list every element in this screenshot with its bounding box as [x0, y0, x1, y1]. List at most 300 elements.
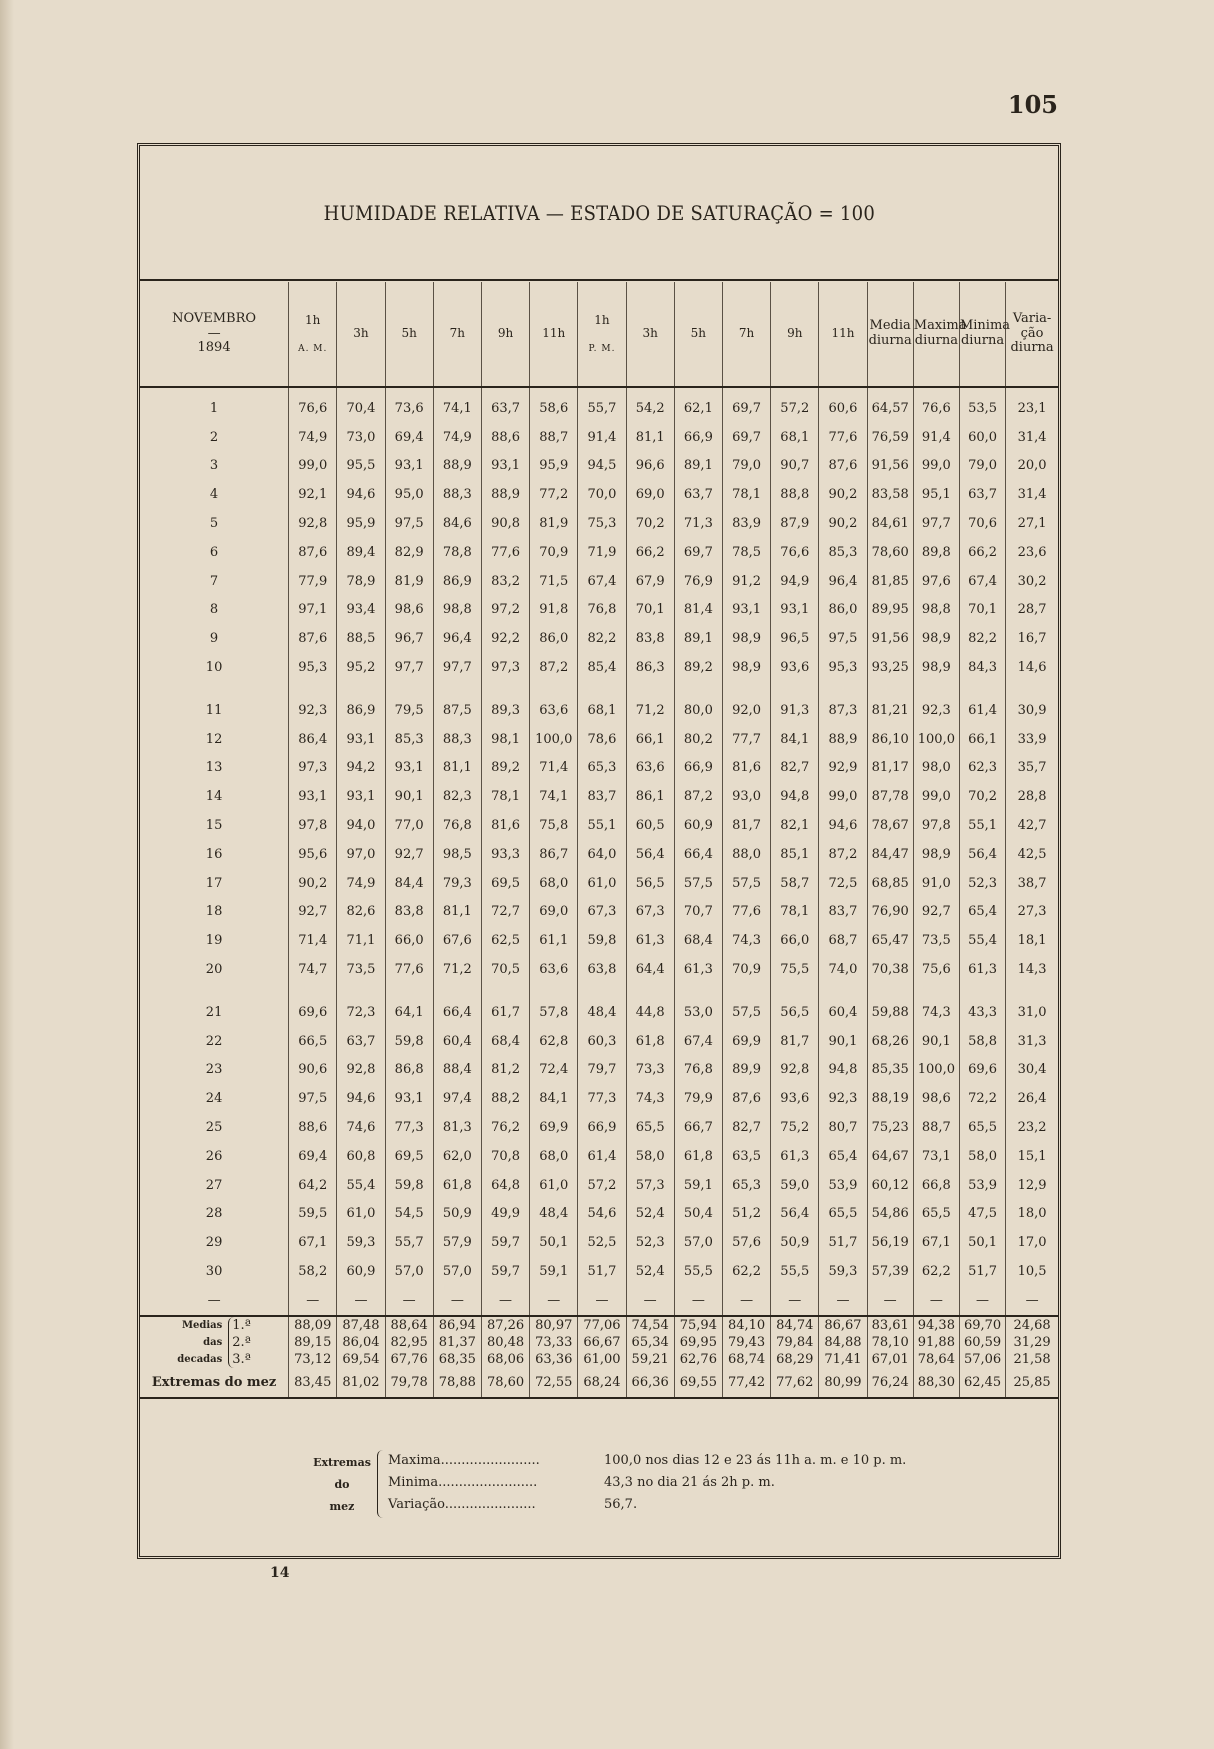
value-cell: 67,4: [959, 567, 1005, 596]
value-cell: 92,8: [289, 509, 337, 538]
value-cell: 31,4: [1006, 480, 1058, 509]
table-body: [140, 387, 1058, 1398]
dash-cell: —: [626, 1286, 674, 1316]
value-cell: 97,5: [819, 624, 867, 653]
value-cell: 64,67: [867, 1142, 913, 1171]
dash-cell: —: [207, 1292, 221, 1308]
value-cell: 30,4: [1006, 1056, 1058, 1085]
day-cell: 9: [209, 631, 219, 647]
decade-means-label: Medias das decadas 1.ª 2.ª 3.ª: [140, 1316, 289, 1368]
extreme-cell: 76,24: [867, 1368, 913, 1398]
table-row: [140, 754, 1058, 783]
value-cell: 50,1: [530, 1228, 578, 1257]
value-cell: 61,8: [626, 1027, 674, 1056]
value-cell: 96,5: [771, 624, 819, 653]
value-cell: 65,4: [819, 1142, 867, 1171]
value-cell: 71,2: [626, 682, 674, 725]
value-cell: 95,3: [819, 653, 867, 682]
day-cell: 13: [205, 760, 223, 776]
value-cell: 97,1: [289, 596, 337, 625]
value-cell: 91,2: [722, 567, 770, 596]
value-cell: 87,6: [289, 624, 337, 653]
value-cell: 79,9: [674, 1084, 722, 1113]
extreme-cell: 88,30: [913, 1368, 959, 1398]
value-cell: 97,8: [289, 811, 337, 840]
table-row: [140, 387, 1058, 423]
value-cell: 61,0: [337, 1200, 385, 1229]
value-cell: 59,8: [578, 926, 626, 955]
value-cell: 60,3: [578, 1027, 626, 1056]
decade-mean-cell: 88,09 89,15 73,12: [289, 1316, 337, 1368]
value-cell: 64,2: [289, 1171, 337, 1200]
value-cell: 78,60: [867, 538, 913, 567]
value-cell: 74,9: [433, 423, 481, 452]
month-label: NOVEMBRO: [172, 310, 257, 326]
value-cell: 63,6: [626, 754, 674, 783]
value-cell: 48,4: [578, 984, 626, 1027]
day-cell: 10: [205, 660, 223, 676]
value-cell: 81,6: [481, 811, 529, 840]
value-cell: 61,0: [530, 1171, 578, 1200]
value-cell: 88,19: [867, 1084, 913, 1113]
value-cell: 94,8: [771, 782, 819, 811]
value-cell: 50,9: [771, 1228, 819, 1257]
day-cell: 12: [205, 731, 223, 747]
value-cell: 62,2: [913, 1257, 959, 1286]
value-cell: 52,3: [626, 1228, 674, 1257]
value-cell: 99,0: [819, 782, 867, 811]
value-cell: 72,3: [337, 984, 385, 1027]
value-cell: 94,2: [337, 754, 385, 783]
value-cell: 97,3: [289, 754, 337, 783]
hour-header: 3h: [626, 282, 674, 387]
value-cell: 96,4: [433, 624, 481, 653]
value-cell: 93,1: [337, 725, 385, 754]
value-cell: 81,9: [530, 509, 578, 538]
value-cell: 77,6: [819, 423, 867, 452]
value-cell: 69,6: [289, 984, 337, 1027]
value-cell: 65,5: [626, 1113, 674, 1142]
value-cell: 59,88: [867, 984, 913, 1027]
dash-cell: —: [433, 1286, 481, 1316]
value-cell: 70,6: [959, 509, 1005, 538]
dash-cell: —: [913, 1286, 959, 1316]
value-cell: 74,0: [819, 955, 867, 984]
value-cell: 77,2: [530, 480, 578, 509]
value-cell: 88,3: [433, 480, 481, 509]
value-cell: 93,1: [385, 754, 433, 783]
extreme-cell: 81,02: [337, 1368, 385, 1398]
value-cell: 31,4: [1006, 423, 1058, 452]
value-cell: 49,9: [481, 1200, 529, 1229]
value-cell: 59,1: [674, 1171, 722, 1200]
value-cell: 88,7: [913, 1113, 959, 1142]
value-cell: 58,8: [959, 1027, 1005, 1056]
value-cell: 87,5: [433, 682, 481, 725]
value-cell: 88,0: [722, 840, 770, 869]
value-cell: 92,1: [289, 480, 337, 509]
value-cell: 54,5: [385, 1200, 433, 1229]
value-cell: 57,5: [674, 869, 722, 898]
decade-means-row: [140, 1316, 1058, 1368]
value-cell: 94,9: [771, 567, 819, 596]
value-cell: 54,2: [626, 387, 674, 423]
value-cell: 98,6: [913, 1084, 959, 1113]
day-cell: 11: [205, 702, 223, 718]
day-cell: 14: [205, 789, 223, 805]
value-cell: 92,3: [913, 682, 959, 725]
variacao-diurna-header: Varia-ção diurna: [1006, 282, 1058, 387]
value-cell: 70,2: [959, 782, 1005, 811]
value-cell: 63,8: [578, 955, 626, 984]
day-cell: 18: [205, 904, 223, 920]
year-label: 1894: [197, 340, 231, 356]
value-cell: 97,4: [433, 1084, 481, 1113]
value-cell: 87,2: [819, 840, 867, 869]
value-cell: 28,7: [1006, 596, 1058, 625]
value-cell: 89,4: [337, 538, 385, 567]
value-cell: 59,7: [481, 1228, 529, 1257]
page-title: HUMIDADE RELATIVA — ESTADO DE SATURAÇÃO = 100: [323, 200, 875, 225]
value-cell: 71,4: [530, 754, 578, 783]
day-cell: 7: [209, 573, 219, 589]
table-row: [140, 567, 1058, 596]
value-cell: 74,9: [289, 423, 337, 452]
value-cell: 93,1: [289, 782, 337, 811]
value-cell: 60,12: [867, 1171, 913, 1200]
value-cell: 73,1: [913, 1142, 959, 1171]
value-cell: 95,6: [289, 840, 337, 869]
hour-header: 3h: [337, 282, 385, 387]
value-cell: 65,3: [578, 754, 626, 783]
decade-mean-cell: 24,68 31,29 21,58: [1006, 1316, 1058, 1368]
value-cell: 83,2: [481, 567, 529, 596]
value-cell: 71,3: [674, 509, 722, 538]
value-cell: 87,6: [722, 1084, 770, 1113]
value-cell: 60,5: [626, 811, 674, 840]
page-edge-shadow: [0, 0, 14, 1749]
value-cell: 93,25: [867, 653, 913, 682]
value-cell: 77,6: [722, 898, 770, 927]
value-cell: 87,9: [771, 509, 819, 538]
value-cell: 35,7: [1006, 754, 1058, 783]
value-cell: 84,3: [959, 653, 1005, 682]
page-number: 105: [1007, 90, 1058, 119]
value-cell: 38,7: [1006, 869, 1058, 898]
value-cell: 100,0: [913, 1056, 959, 1085]
value-cell: 79,0: [959, 452, 1005, 481]
value-cell: 70,9: [530, 538, 578, 567]
value-cell: 61,3: [771, 1142, 819, 1171]
value-cell: 97,7: [913, 509, 959, 538]
extreme-cell: 69,55: [674, 1368, 722, 1398]
value-cell: 98,9: [913, 624, 959, 653]
value-cell: 74,3: [626, 1084, 674, 1113]
value-cell: 67,1: [913, 1228, 959, 1257]
day-cell: 23: [205, 1062, 223, 1078]
table-row: [140, 1084, 1058, 1113]
value-cell: 71,5: [530, 567, 578, 596]
value-cell: 53,0: [674, 984, 722, 1027]
value-cell: 63,7: [337, 1027, 385, 1056]
table-row: [140, 1056, 1058, 1085]
value-cell: 90,1: [913, 1027, 959, 1056]
value-cell: 97,5: [289, 1084, 337, 1113]
value-cell: 91,56: [867, 452, 913, 481]
value-cell: 79,3: [433, 869, 481, 898]
am-label: A. M.: [298, 343, 328, 354]
value-cell: 68,1: [578, 682, 626, 725]
value-cell: 57,9: [433, 1228, 481, 1257]
value-cell: 55,1: [578, 811, 626, 840]
maxima-diurna-header: Maxima diurna: [913, 282, 959, 387]
value-cell: 57,5: [722, 984, 770, 1027]
value-cell: 59,3: [819, 1257, 867, 1286]
value-cell: 53,9: [819, 1171, 867, 1200]
value-cell: 84,47: [867, 840, 913, 869]
value-cell: 51,7: [959, 1257, 1005, 1286]
value-cell: 98,9: [722, 653, 770, 682]
extreme-cell: 68,24: [578, 1368, 626, 1398]
value-cell: 73,6: [385, 387, 433, 423]
value-cell: 69,4: [385, 423, 433, 452]
table-row: [140, 782, 1058, 811]
value-cell: 31,3: [1006, 1027, 1058, 1056]
decade-mean-cell: 77,06 66,67 61,00: [578, 1316, 626, 1368]
value-cell: 67,1: [289, 1228, 337, 1257]
value-cell: 76,59: [867, 423, 913, 452]
value-cell: 60,6: [819, 387, 867, 423]
value-cell: 58,6: [530, 387, 578, 423]
value-cell: 89,8: [913, 538, 959, 567]
value-cell: 84,1: [530, 1084, 578, 1113]
day-cell: 6: [209, 544, 219, 560]
value-cell: 78,1: [722, 480, 770, 509]
extreme-cell: 78,88: [433, 1368, 481, 1398]
value-cell: 15,1: [1006, 1142, 1058, 1171]
value-cell: 60,9: [674, 811, 722, 840]
value-cell: 72,7: [481, 898, 529, 927]
value-cell: 63,5: [722, 1142, 770, 1171]
decade-mean-cell: 69,70 60,59 57,06: [959, 1316, 1005, 1368]
value-cell: 56,4: [959, 840, 1005, 869]
value-cell: 69,4: [289, 1142, 337, 1171]
value-cell: 77,3: [385, 1113, 433, 1142]
value-cell: 64,57: [867, 387, 913, 423]
value-cell: 93,6: [771, 653, 819, 682]
value-cell: 86,8: [385, 1056, 433, 1085]
value-cell: 94,5: [578, 452, 626, 481]
decade-mean-cell: 80,97 73,33 63,36: [530, 1316, 578, 1368]
footer-maxima-line: Maxima........................ 100,0 nos dias 12 e 23 ás 11h a. m. e 10 p. m.: [388, 1453, 907, 1468]
value-cell: 86,10: [867, 725, 913, 754]
value-cell: 65,5: [819, 1200, 867, 1229]
value-cell: 90,8: [481, 509, 529, 538]
value-cell: 76,90: [867, 898, 913, 927]
value-cell: 83,58: [867, 480, 913, 509]
decade-mean-cell: 84,10 79,43 68,74: [722, 1316, 770, 1368]
media-diurna-header: Media diurna: [867, 282, 913, 387]
value-cell: 81,3: [433, 1113, 481, 1142]
value-cell: 88,2: [481, 1084, 529, 1113]
value-cell: 56,4: [626, 840, 674, 869]
value-cell: 80,0: [674, 682, 722, 725]
value-cell: 61,0: [578, 869, 626, 898]
value-cell: 95,9: [337, 509, 385, 538]
month-extremes-row: [140, 1368, 1058, 1398]
value-cell: 71,2: [433, 955, 481, 984]
value-cell: 75,8: [530, 811, 578, 840]
footer-label: Extremas do mez: [313, 1456, 371, 1513]
value-cell: 18,0: [1006, 1200, 1058, 1229]
value-cell: 64,0: [578, 840, 626, 869]
value-cell: 81,6: [722, 754, 770, 783]
value-cell: 78,8: [433, 538, 481, 567]
value-cell: 61,3: [626, 926, 674, 955]
value-cell: 77,3: [578, 1084, 626, 1113]
value-cell: 89,1: [674, 452, 722, 481]
value-cell: 79,5: [385, 682, 433, 725]
value-cell: 97,5: [385, 509, 433, 538]
value-cell: 92,3: [289, 682, 337, 725]
value-cell: 89,2: [674, 653, 722, 682]
decade-mean-cell: 87,26 80,48 68,06: [481, 1316, 529, 1368]
value-cell: 63,6: [530, 955, 578, 984]
value-cell: 74,6: [337, 1113, 385, 1142]
value-cell: 60,0: [959, 423, 1005, 452]
value-cell: 87,2: [674, 782, 722, 811]
extreme-cell: 80,99: [819, 1368, 867, 1398]
value-cell: 93,6: [771, 1084, 819, 1113]
dash-cell: —: [289, 1286, 337, 1316]
value-cell: 83,7: [578, 782, 626, 811]
value-cell: 68,26: [867, 1027, 913, 1056]
table-row: [140, 1113, 1058, 1142]
value-cell: 77,6: [385, 955, 433, 984]
value-cell: 58,0: [626, 1142, 674, 1171]
value-cell: 58,7: [771, 869, 819, 898]
value-cell: 87,3: [819, 682, 867, 725]
value-cell: 62,8: [530, 1027, 578, 1056]
value-cell: 81,4: [674, 596, 722, 625]
value-cell: 83,9: [722, 509, 770, 538]
value-cell: 86,1: [626, 782, 674, 811]
value-cell: 64,4: [626, 955, 674, 984]
value-cell: 97,3: [481, 653, 529, 682]
value-cell: 59,7: [481, 1257, 529, 1286]
value-cell: 48,4: [530, 1200, 578, 1229]
value-cell: 69,7: [722, 387, 770, 423]
value-cell: 91,56: [867, 624, 913, 653]
value-cell: 98,1: [481, 725, 529, 754]
value-cell: 82,2: [578, 624, 626, 653]
hour-header: 1h A. M.: [289, 282, 337, 387]
value-cell: 65,4: [959, 898, 1005, 927]
value-cell: 82,3: [433, 782, 481, 811]
value-cell: 82,9: [385, 538, 433, 567]
value-cell: 95,1: [913, 480, 959, 509]
value-cell: 66,2: [626, 538, 674, 567]
table-row: [140, 1142, 1058, 1171]
value-cell: 93,4: [337, 596, 385, 625]
value-cell: 76,2: [481, 1113, 529, 1142]
value-cell: 81,17: [867, 754, 913, 783]
value-cell: 88,8: [771, 480, 819, 509]
value-cell: 81,7: [771, 1027, 819, 1056]
value-cell: 60,9: [337, 1257, 385, 1286]
table-row: [140, 538, 1058, 567]
value-cell: 17,0: [1006, 1228, 1058, 1257]
day-cell: 29: [205, 1235, 223, 1251]
table-row: [140, 725, 1058, 754]
value-cell: 62,2: [722, 1257, 770, 1286]
value-cell: 76,8: [578, 596, 626, 625]
value-cell: 56,5: [626, 869, 674, 898]
table-row: [140, 898, 1058, 927]
value-cell: 88,5: [337, 624, 385, 653]
value-cell: 66,4: [674, 840, 722, 869]
value-cell: 78,1: [481, 782, 529, 811]
value-cell: 75,5: [771, 955, 819, 984]
value-cell: 77,0: [385, 811, 433, 840]
value-cell: 92,7: [385, 840, 433, 869]
value-cell: 42,7: [1006, 811, 1058, 840]
value-cell: 92,9: [819, 754, 867, 783]
day-cell: 26: [205, 1148, 223, 1164]
value-cell: 76,6: [913, 387, 959, 423]
value-cell: 89,3: [481, 682, 529, 725]
value-cell: 95,5: [337, 452, 385, 481]
table-row: [140, 926, 1058, 955]
value-cell: 54,6: [578, 1200, 626, 1229]
value-cell: 78,5: [722, 538, 770, 567]
value-cell: 67,4: [578, 567, 626, 596]
value-cell: 71,4: [289, 926, 337, 955]
value-cell: 72,5: [819, 869, 867, 898]
day-cell: 22: [205, 1033, 223, 1049]
value-cell: 83,8: [385, 898, 433, 927]
value-cell: 86,9: [433, 567, 481, 596]
value-cell: 85,3: [385, 725, 433, 754]
table-row: [140, 955, 1058, 984]
value-cell: 98,6: [385, 596, 433, 625]
table-row: [140, 811, 1058, 840]
value-cell: 57,39: [867, 1257, 913, 1286]
value-cell: 55,5: [674, 1257, 722, 1286]
value-cell: 66,0: [771, 926, 819, 955]
decade-mean-cell: 86,67 84,88 71,41: [819, 1316, 867, 1368]
value-cell: 57,5: [722, 869, 770, 898]
value-cell: 69,9: [722, 1027, 770, 1056]
value-cell: 99,0: [913, 452, 959, 481]
dash-cell: —: [867, 1286, 913, 1316]
value-cell: 66,9: [674, 754, 722, 783]
extreme-cell: 77,42: [722, 1368, 770, 1398]
value-cell: 52,5: [578, 1228, 626, 1257]
value-cell: 73,5: [337, 955, 385, 984]
value-cell: 94,6: [819, 811, 867, 840]
extreme-cell: 72,55: [530, 1368, 578, 1398]
day-cell: 27: [205, 1177, 223, 1193]
day-cell: 2: [209, 429, 219, 445]
month-header: [140, 282, 289, 387]
footer-minima-line: Minima........................ 43,3 no dia 21 ás 2h p. m.: [388, 1475, 775, 1490]
value-cell: 90,2: [819, 509, 867, 538]
dash-cell: —: [337, 1286, 385, 1316]
value-cell: 95,2: [337, 653, 385, 682]
value-cell: 70,2: [626, 509, 674, 538]
table-row: [140, 452, 1058, 481]
